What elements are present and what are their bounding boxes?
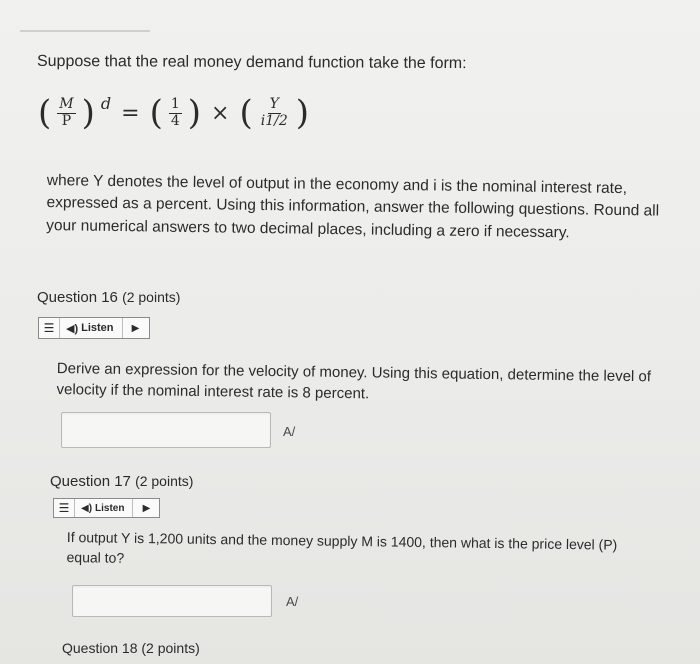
lhs-fraction: $\frac{M}{P}$ — [59, 96, 74, 129]
question-17-title: Question 17 (2 points) — [50, 473, 194, 490]
formula-paren: ) — [81, 93, 95, 133]
listen-button[interactable]: ◀) Listen — [60, 318, 123, 338]
intro-text: Suppose that the real money demand function take the form: — [36, 52, 467, 73]
speaker-icon: ◀) — [66, 322, 79, 335]
question-17-text: If output Y is 1,200 units and the money supply M is 1400, then what is the price level (P) equal to? — [66, 528, 618, 566]
money-demand-formula — [38, 93, 309, 133]
spellcheck-icon[interactable]: A/ — [283, 424, 296, 439]
question-16-text: Derive an expression for the velocity of money. Using this equation, determine the level of velocity if the nominal interest rate is 8 percent. — [56, 359, 652, 403]
play-icon[interactable]: ▶ — [142, 502, 151, 514]
question-16-answer-field[interactable] — [61, 412, 271, 448]
listen-toolbar-q16[interactable] — [38, 317, 150, 339]
question-16-title: Question 16 (2 points) — [37, 289, 181, 306]
play-icon[interactable]: ▶ — [131, 322, 140, 334]
instructions-text: where Y denotes the level of output in the economy and i is the nominal interest rate, expressed as a percent. Using this information, answer the following questions. Round all your numerical answers to two decimal places, including a zero if necessary. — [46, 171, 660, 242]
menu-icon[interactable]: ☰ — [39, 318, 60, 338]
question-18-title: Question 18 (2 points) — [62, 640, 200, 656]
formula-paren: ) — [187, 93, 202, 133]
speaker-icon: ◀) — [81, 502, 93, 514]
times-sign: × — [211, 100, 230, 126]
question-17-answer-field[interactable] — [72, 585, 272, 617]
formula-paren: ( — [149, 93, 163, 133]
spellcheck-icon[interactable]: A/ — [286, 594, 299, 609]
formula-paren: ( — [38, 93, 52, 133]
lhs-superscript: d — [100, 93, 112, 113]
coef-fraction: $\frac{1}{4}$ — [170, 96, 180, 129]
listen-toolbar-q17[interactable] — [53, 498, 160, 518]
rhs-fraction: $\frac{Y}{i1/2}$ — [260, 96, 288, 129]
equals-sign: = — [121, 100, 140, 126]
menu-icon[interactable]: ☰ — [54, 499, 75, 517]
top-divider — [20, 30, 150, 32]
formula-paren: ) — [295, 93, 309, 133]
formula-paren: ( — [239, 93, 253, 133]
listen-button[interactable]: ◀) Listen — [75, 499, 133, 517]
